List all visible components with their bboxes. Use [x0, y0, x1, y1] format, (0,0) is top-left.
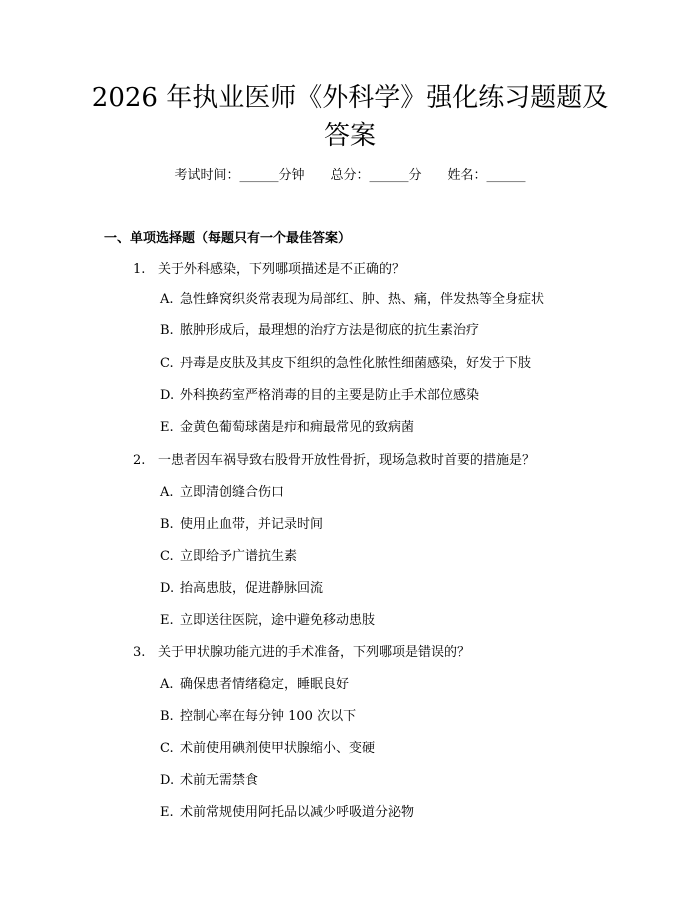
q2-option-d [160, 578, 323, 600]
question-number: 1. [133, 262, 146, 277]
option-text: 术前常规使用阿托品以减少呼吸道分泌物 [180, 805, 415, 820]
q3-option-e [160, 802, 414, 824]
q2-option-a [160, 482, 284, 504]
option-text: 外科换药室严格消毒的目的主要是防止手术部位感染 [180, 388, 480, 403]
question-1 [133, 259, 405, 281]
q3-option-a [160, 674, 349, 696]
q3-option-c [160, 738, 375, 760]
option-text: 控制心率在每分钟 100 次以下 [180, 709, 357, 724]
exam-info-row [0, 166, 700, 186]
option-text: 立即清创缝合伤口 [180, 485, 285, 500]
option-letter: E. [160, 613, 174, 628]
option-letter: C. [160, 356, 174, 371]
option-text: 术前无需禁食 [180, 773, 259, 788]
question-text: 关于外科感染，下列哪项描述是不正确的？ [158, 262, 406, 277]
q2-option-b [160, 514, 323, 536]
q1-option-d [160, 385, 479, 407]
option-text: 立即给予广谱抗生素 [180, 549, 298, 564]
option-letter: B. [160, 517, 174, 532]
option-letter: E. [160, 805, 174, 820]
option-letter: C. [160, 549, 174, 564]
option-letter: D. [160, 388, 175, 403]
question-2 [133, 450, 535, 472]
name-field: 姓名：______ [447, 168, 526, 183]
option-text: 金黄色葡萄球菌是疖和痈最常见的致病菌 [180, 420, 415, 435]
option-text: 急性蜂窝织炎常表现为局部红、肿、热、痛，伴发热等全身症状 [180, 292, 545, 307]
q1-option-e [160, 417, 414, 439]
q2-option-e [160, 610, 375, 632]
option-letter: B. [160, 323, 174, 338]
option-letter: D. [160, 581, 175, 596]
option-text: 脓肿形成后，最理想的治疗方法是彻底的抗生素治疗 [180, 323, 480, 338]
question-text: 关于甲状腺功能亢进的手术准备，下列哪项是错误的？ [158, 645, 471, 660]
option-text: 确保患者情绪稳定，睡眠良好 [180, 677, 350, 692]
document-title-line-2: 答案 [323, 121, 376, 151]
option-text: 使用止血带，并记录时间 [180, 517, 324, 532]
option-letter: A. [160, 485, 174, 500]
q2-option-c [160, 546, 297, 568]
option-letter: E. [160, 420, 174, 435]
q1-option-b [160, 320, 479, 342]
exam-time-field: 考试时间：______分钟 [174, 168, 305, 183]
option-letter: B. [160, 709, 174, 724]
q1-option-a [160, 289, 544, 311]
option-letter: A. [160, 677, 174, 692]
question-3 [133, 642, 470, 664]
q3-option-d [160, 770, 258, 792]
option-letter: D. [160, 773, 175, 788]
question-text: 一患者因车祸导致右股骨开放性骨折，现场急救时首要的措施是？ [158, 453, 536, 468]
question-number: 3. [133, 645, 146, 660]
document-title-line-1: 2026 年执业医师《外科学》强化练习题题及 [91, 83, 609, 113]
section-heading-single-choice: 一、单项选择题（每题只有一个最佳答案） [104, 231, 352, 246]
q3-option-b [160, 706, 356, 728]
question-number: 2. [133, 453, 146, 468]
option-text: 抬高患肢，促进静脉回流 [180, 581, 324, 596]
total-score-field: 总分：______分 [330, 168, 422, 183]
option-text: 术前使用碘剂使甲状腺缩小、变硬 [180, 741, 376, 756]
option-text: 立即送往医院，途中避免移动患肢 [180, 613, 376, 628]
option-letter: A. [160, 292, 174, 307]
option-text: 丹毒是皮肤及其皮下组织的急性化脓性细菌感染，好发于下肢 [180, 356, 532, 371]
option-letter: C. [160, 741, 174, 756]
q1-option-c [160, 353, 531, 375]
